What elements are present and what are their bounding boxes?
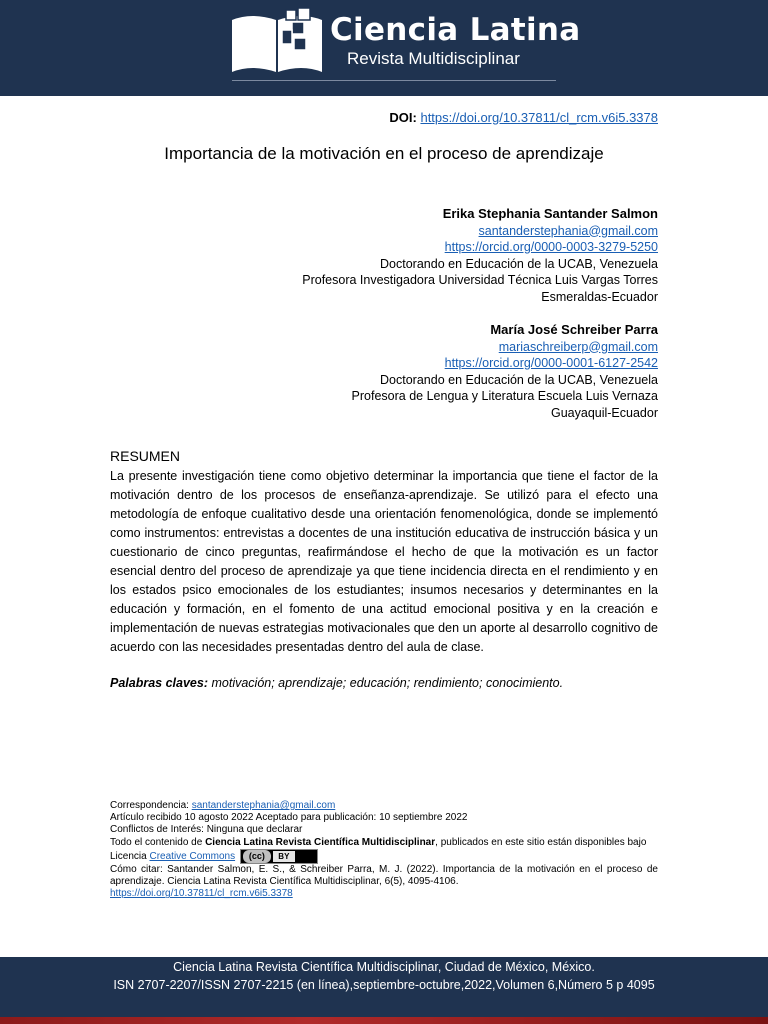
article-title: Importancia de la motivación en el proceso de aprendizaje <box>164 144 604 163</box>
author-name: Erika Stephania Santander Salmon <box>442 206 658 221</box>
author-affiliation: Doctorando en Educación de la UCAB, Venezuela <box>380 256 658 271</box>
doi-link[interactable]: https://doi.org/10.37811/cl_rcm.v6i5.3378 <box>420 110 658 125</box>
author-affiliation: Profesora de Lengua y Literatura Escuela Luis Vernaza <box>351 389 658 403</box>
keywords-text: motivación; aprendizaje; educación; rendimiento; conocimiento. <box>211 676 564 690</box>
footer-line-1: Ciencia Latina Revista Científica Multidisciplinar, Ciudad de México, México. <box>173 960 595 974</box>
citation-text: Cómo citar: Santander Salmon, E. S., & Schreiber Parra, M. J. (2022). Importancia de la motivación en el proceso de aprendizaje. Ciencia Latina Revista Científica Multidisciplinar, 6(5), 4095-4106. <box>110 863 658 888</box>
citation-doi-link[interactable]: https://doi.org/10.37811/cl_rcm.v6i5.3378 <box>110 888 293 900</box>
content-statement-journal: Ciencia Latina Revista Científica Multidisciplinar <box>205 836 436 848</box>
doi-label: DOI: <box>389 110 417 125</box>
author-email-link[interactable]: santanderstephania@gmail.com <box>478 223 658 238</box>
cc-badge-by: BY <box>273 851 295 862</box>
article-dates: Artículo recibido 10 agosto 2022 Aceptado para publicación: 10 septiembre 2022 <box>110 812 468 824</box>
content-statement-pre: Todo el contenido de <box>110 836 203 848</box>
author-location: Esmeraldas-Ecuador <box>541 289 658 304</box>
cc-badge-cc: (cc) <box>243 850 271 863</box>
author-orcid-link[interactable]: https://orcid.org/0000-0001-6127-2542 <box>444 356 658 370</box>
author-block-1 <box>302 206 658 305</box>
content-statement-post: , publicados en este sitio están disponibles bajo <box>435 836 647 848</box>
author-orcid-link[interactable]: https://orcid.org/0000-0003-3279-5250 <box>444 240 658 254</box>
author-block-2 <box>352 322 658 421</box>
journal-logo-title: Ciencia Latina <box>330 12 581 48</box>
article-footnote <box>110 800 658 900</box>
logo-divider <box>232 80 556 81</box>
cc-by-badge-icon[interactable] <box>240 849 318 864</box>
license-label: Licencia <box>110 850 147 862</box>
author-location: Guayaquil-Ecuador <box>550 405 658 420</box>
conflicts-statement: Conflictos de Interés: Ninguna que declarar <box>110 824 303 836</box>
abstract-heading: RESUMEN <box>110 448 181 464</box>
author-name: María José Schreiber Parra <box>490 322 658 337</box>
correspondence-label: Correspondencia: <box>110 800 189 811</box>
correspondence-email-link[interactable]: santanderstephania@gmail.com <box>191 800 336 811</box>
author-affiliation: Doctorando en Educación de la UCAB, Venezuela <box>380 372 658 387</box>
keywords-label: Palabras claves: <box>110 676 208 690</box>
journal-footer <box>0 957 768 1017</box>
footer-line-2: ISN 2707-2207/ISSN 2707-2215 (en línea),septiembre-octubre,2022,Volumen 6,Número 5 p 4095 <box>113 978 655 992</box>
abstract-text: La presente investigación tiene como objetivo determinar la importancia que tiene el factor de la motivación dentro de los procesos de enseñanza-aprendizaje. Se utilizó para el efecto una metodología de enfoque cualitativo desde una orientación fenomenológica, donde se implementó como instrumentos: entrevistas a docentes de una institución educativa de instrucción básica y un cuestionario de cinco preguntas, reafirmándose el hecho de que la motivación es un factor esencial dentro del proceso de aprendizaje ya que tiene incidencia directa en el rendimiento y en los estados psico emocionales de los estudiantes; insumos necesarios y determinantes en la educación y formación, en el fomento de una actitud emocional positiva y en la creación e implementación de nuevas estrategias motivacionales que den un aporte al desarrollo cognitivo de acuerdo con las necesidades presentadas dentro del aula de clase. <box>110 469 658 654</box>
footer-stripe <box>0 1017 768 1024</box>
journal-header <box>0 0 768 96</box>
author-affiliation: Profesora Investigadora Universidad Técnica Luis Vargas Torres <box>302 273 658 287</box>
journal-logo-subtitle: Revista Multidisciplinar <box>347 49 520 68</box>
creative-commons-link[interactable]: Creative Commons <box>149 850 236 862</box>
open-book-logo-icon <box>228 6 326 76</box>
doi-line <box>389 110 658 125</box>
keywords-line <box>110 676 563 690</box>
author-email-link[interactable]: mariaschreiberp@gmail.com <box>498 339 658 354</box>
